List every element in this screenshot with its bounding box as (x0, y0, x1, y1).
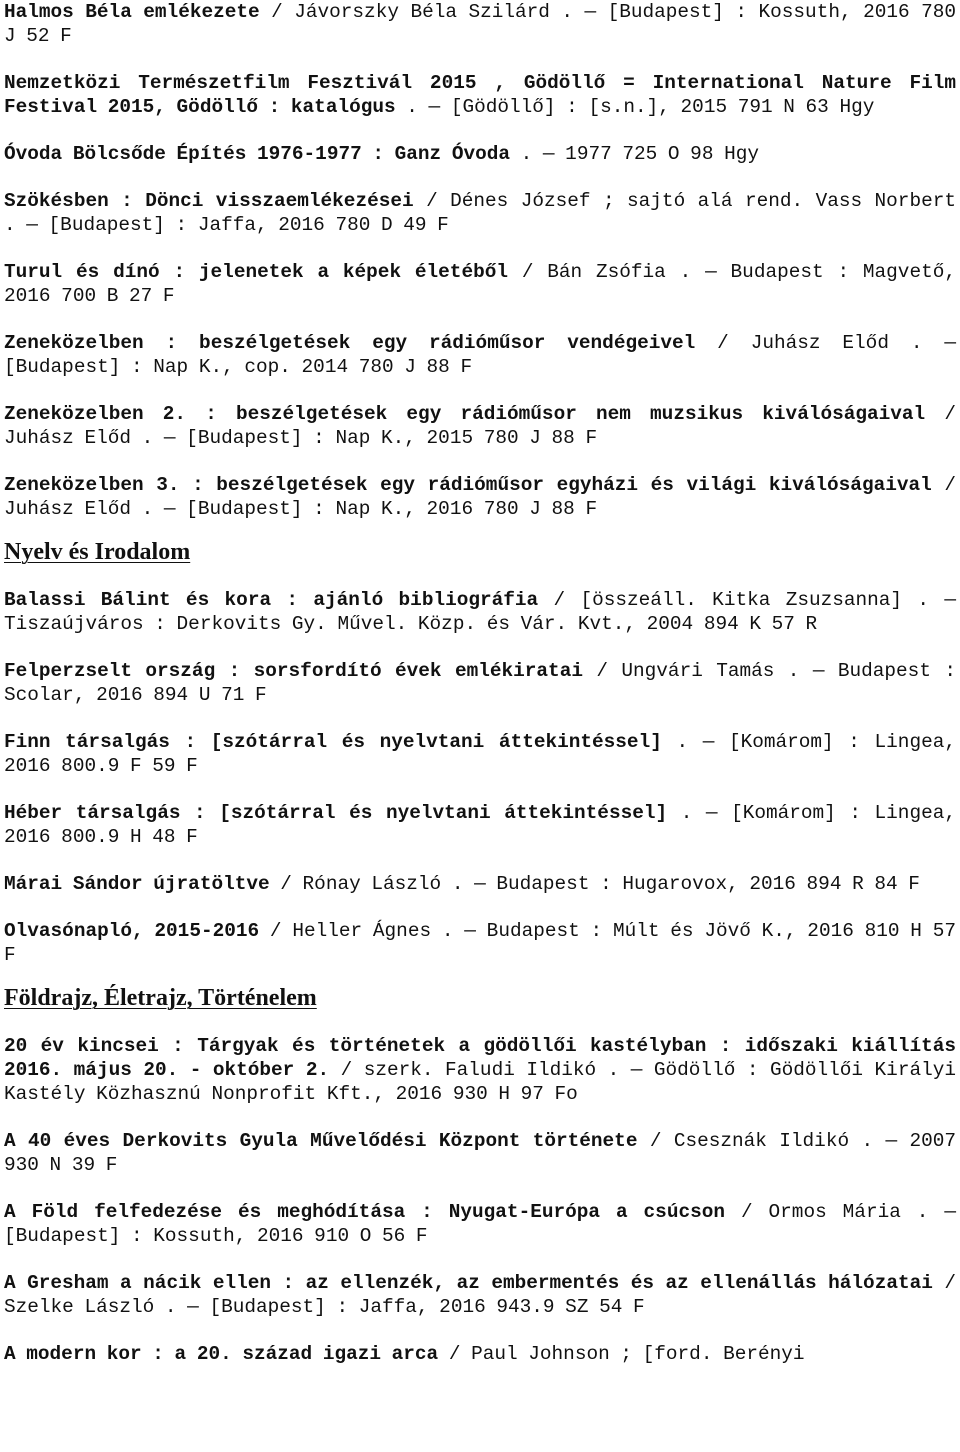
entry-details: . — 1977 725 O 98 Hgy (510, 143, 759, 165)
entry-details: / Rónay László . — Budapest : Hugarovox, 2016 894 R 84 F (269, 873, 920, 895)
entry-details: / szerk. Faludi Ildikó . — Gödöllő : Gödöllői Királyi Kastély Közhasznú Nonprofit Kft., 2016 930 H 97 Fo (4, 1059, 956, 1105)
catalog-entry (4, 71, 956, 119)
catalog-entry (4, 659, 956, 707)
catalog-entry (4, 1271, 956, 1319)
entry-details: / Szelke László . — [Budapest] : Jaffa, 2016 943.9 SZ 54 F (4, 1272, 956, 1318)
catalog-entry (4, 0, 956, 48)
catalog-entry (4, 1342, 956, 1366)
entry-spacer (4, 48, 956, 71)
entry-title: Nemzetközi Természetfilm Fesztivál 2015 , Gödöllő = International Nature Film Festival 2015, Gödöllő : katalógus (4, 72, 956, 118)
section-spacer (4, 967, 956, 984)
entry-details: / Bán Zsófia . — Budapest : Magvető, 2016 700 B 27 F (4, 261, 956, 307)
entry-details: / Dénes József ; sajtó alá rend. Vass Norbert . — [Budapest] : Jaffa, 2016 780 D 49 F (4, 190, 956, 236)
entry-details: / Juhász Előd . — [Budapest] : Nap K., 2015 780 J 88 F (4, 403, 956, 449)
section-spacer (4, 1012, 956, 1034)
entry-title: Héber társalgás : [szótárral és nyelvtani áttekintéssel] (4, 802, 668, 824)
catalog-entry (4, 473, 956, 521)
entry-spacer (4, 119, 956, 142)
entry-title: Felperzselt ország : sorsfordító évek emlékiratai (4, 660, 583, 682)
entry-title: Óvoda Bölcsőde Építés 1976-1977 : Ganz Óvoda (4, 143, 510, 165)
entry-spacer (4, 636, 956, 659)
entry-spacer (4, 166, 956, 189)
catalog-page (4, 0, 956, 1366)
catalog-entry (4, 919, 956, 967)
entry-spacer (4, 450, 956, 473)
entry-title: Turul és dínó : jelenetek a képek életéből (4, 261, 508, 283)
catalog-entry (4, 588, 956, 636)
entry-title: Balassi Bálint és kora : ajánló bibliográfia (4, 589, 539, 611)
section-heading: Földrajz, Életrajz, Történelem (4, 985, 317, 1011)
entry-title: Márai Sándor újratöltve (4, 873, 270, 895)
section-spacer (4, 566, 956, 588)
entry-details: / Ormos Mária . — [Budapest] : Kossuth, 2016 910 O 56 F (4, 1201, 957, 1247)
entry-title: A Gresham a nácik ellen : az ellenzék, az embermentés és az ellenállás hálózatai (4, 1272, 933, 1294)
entry-title: A 40 éves Derkovits Gyula Művelődési Központ története (4, 1130, 638, 1152)
entry-spacer (4, 379, 956, 402)
catalog-entry (4, 872, 956, 896)
catalog-entry (4, 331, 956, 379)
entry-spacer (4, 849, 956, 872)
entry-title: A modern kor : a 20. század igazi arca (4, 1343, 439, 1365)
entry-spacer (4, 896, 956, 919)
catalog-entry (4, 189, 956, 237)
entry-spacer (4, 237, 956, 260)
catalog-entry (4, 730, 956, 778)
entry-title: Finn társalgás : [szótárral és nyelvtani áttekintéssel] (4, 731, 662, 753)
entry-title: Halmos Béla emlékezete (4, 1, 260, 23)
section-heading: Nyelv és Irodalom (4, 539, 191, 565)
entry-title: Zeneközelben 3. : beszélgetések egy rádióműsor egyházi és világi kiválóságaival (4, 474, 932, 496)
entry-details: . — [Komárom] : Lingea, 2016 800.9 F 59 F (4, 731, 956, 777)
entry-title: Olvasónapló, 2015-2016 (4, 920, 260, 942)
entry-details: / Ungvári Tamás . — Budapest : Scolar, 2016 894 U 71 F (4, 660, 956, 706)
entry-details: / Heller Ágnes . — Budapest : Múlt és Jövő K., 2016 810 H 57 F (4, 920, 956, 966)
entry-details: . — [Komárom] : Lingea, 2016 800.9 H 48 F (4, 802, 956, 848)
entry-spacer (4, 1319, 956, 1342)
catalog-list (4, 0, 956, 1366)
catalog-entry (4, 801, 956, 849)
entry-details: . — [Gödöllő] : [s.n.], 2015 791 N 63 Hgy (395, 96, 875, 118)
entry-details: / Juhász Előd . — [Budapest] : Nap K., 2016 780 J 88 F (4, 474, 956, 520)
entry-details: / Jávorszky Béla Szilárd . — [Budapest] : Kossuth, 2016 780 J 52 F (4, 1, 956, 47)
entry-title: Zeneközelben 2. : beszélgetések egy rádióműsor nem muzsikus kiválóságaival (4, 403, 926, 425)
entry-title: Szökésben : Dönci visszaemlékezései (4, 190, 414, 212)
catalog-entry (4, 402, 956, 450)
entry-details: / Paul Johnson ; [ford. Berényi (438, 1343, 805, 1365)
entry-spacer (4, 1106, 956, 1129)
catalog-entry (4, 1200, 956, 1248)
entry-details: / Juhász Előd . — [Budapest] : Nap K., cop. 2014 780 J 88 F (4, 332, 957, 378)
section-spacer (4, 521, 956, 538)
entry-spacer (4, 1248, 956, 1271)
entry-title: A Föld felfedezése és meghódítása : Nyugat-Európa a csúcson (4, 1201, 726, 1223)
entry-details: / [összeáll. Kitka Zsuzsanna] . — Tiszaújváros : Derkovits Gy. Művel. Közp. és Vár. Kvt., 2004 894 K 57 R (4, 589, 957, 635)
entry-title: 20 év kincsei : Tárgyak és történetek a gödöllői kastélyban : időszaki kiállítás 2016. május 20. - október 2. (4, 1035, 956, 1081)
catalog-entry (4, 260, 956, 308)
entry-title: Zeneközelben : beszélgetések egy rádióműsor vendégeivel (4, 332, 696, 354)
catalog-entry (4, 142, 956, 166)
entry-spacer (4, 707, 956, 730)
entry-details: / Csesznák Ildikó . — 2007 930 N 39 F (4, 1130, 956, 1176)
entry-spacer (4, 1177, 956, 1200)
entry-spacer (4, 308, 956, 331)
catalog-entry (4, 1129, 956, 1177)
entry-spacer (4, 778, 956, 801)
catalog-entry (4, 1034, 956, 1106)
